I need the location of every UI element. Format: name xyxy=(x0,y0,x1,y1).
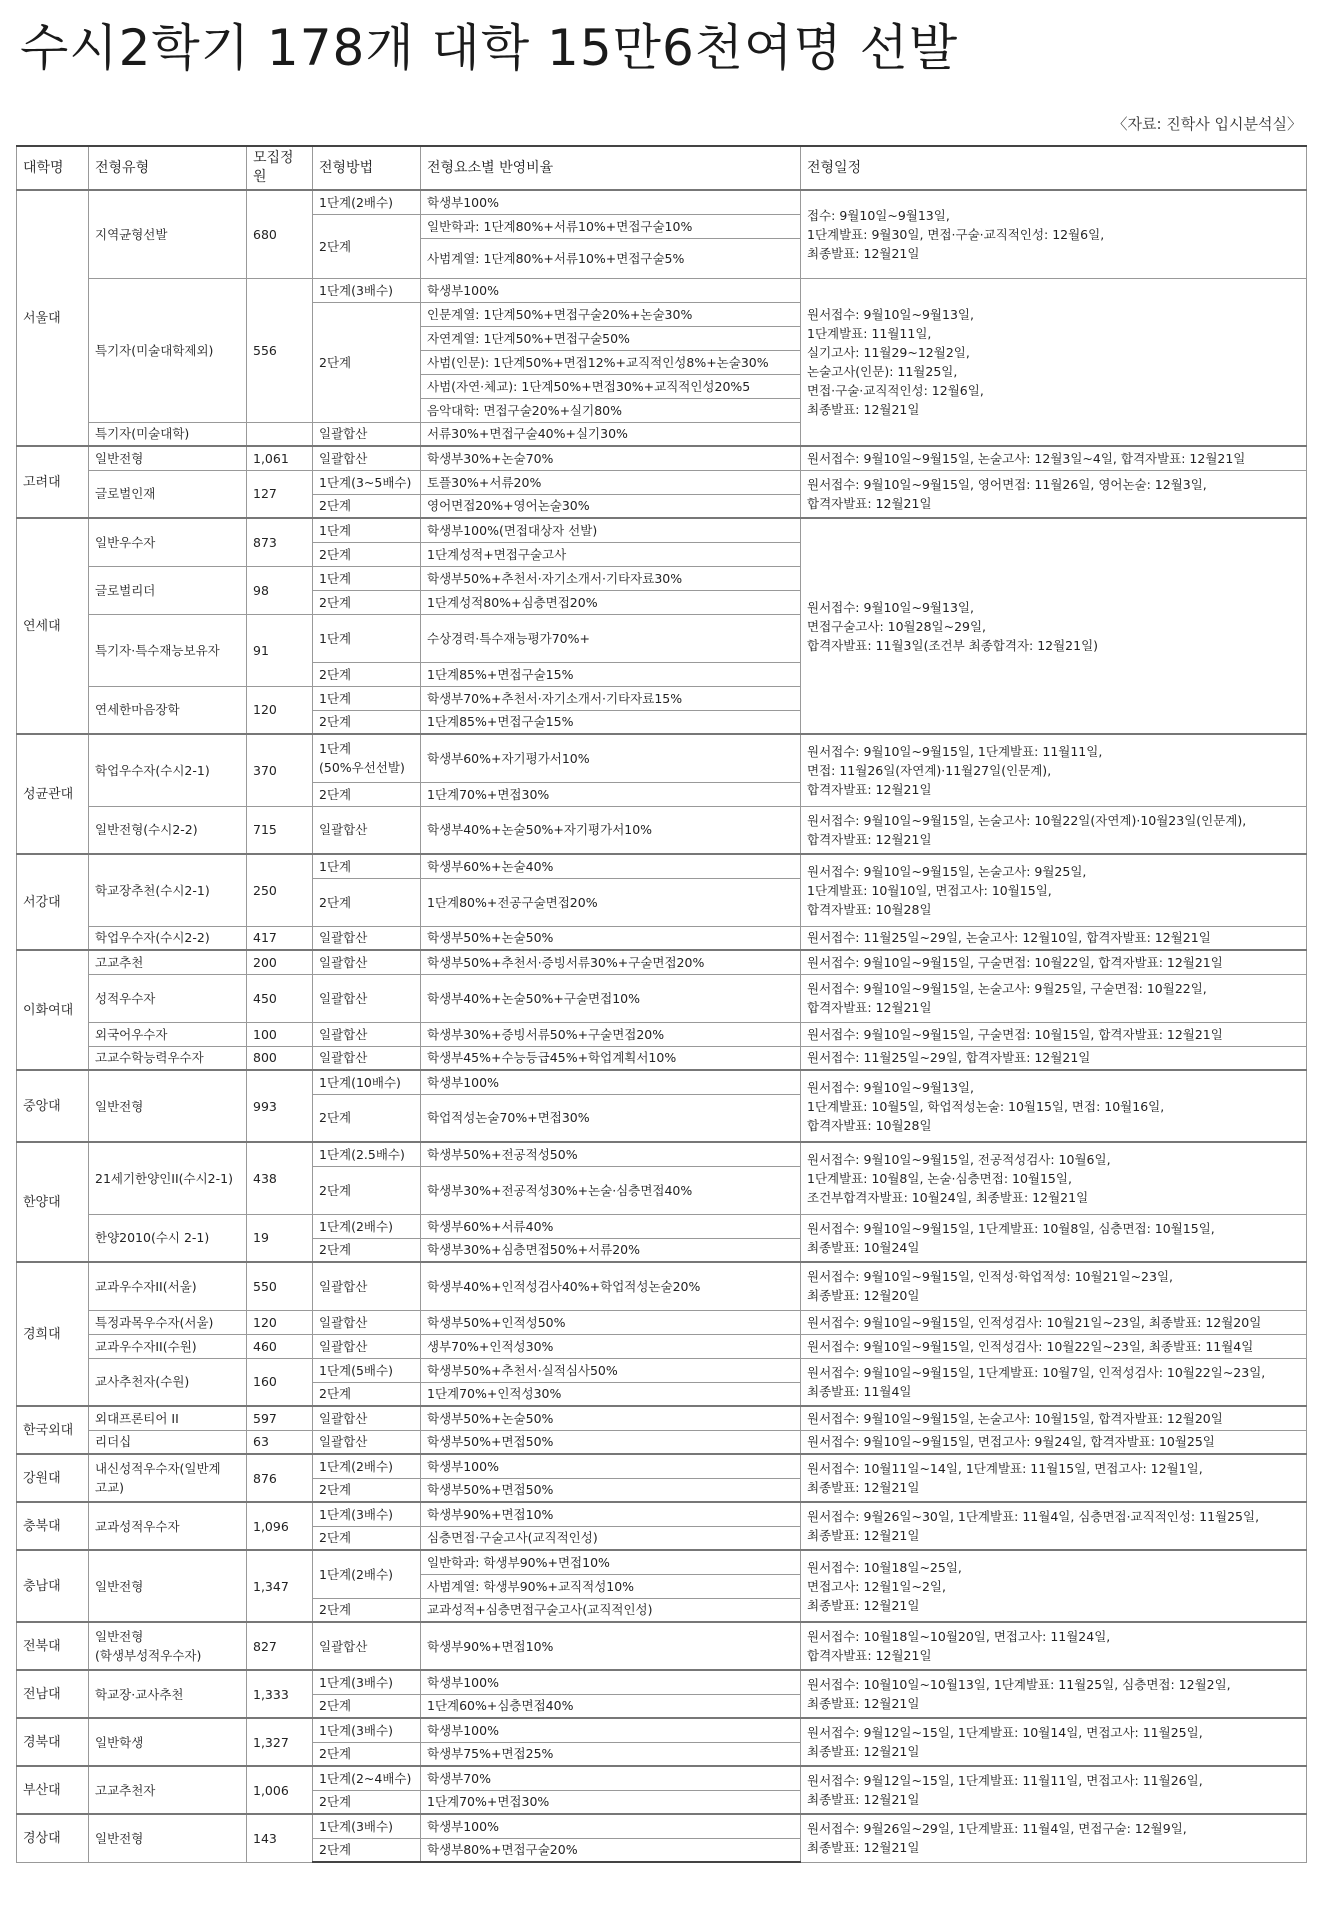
header-schedule: 전형일정 xyxy=(801,146,1307,190)
table-cell: 일괄합산 xyxy=(313,446,421,470)
table-cell: 143 xyxy=(247,1814,313,1862)
table-cell: 1단계(5배수) xyxy=(313,1358,421,1382)
table-cell: 1단계70%+면접30% xyxy=(421,1790,801,1814)
table-cell: 학생부50%+논술50% xyxy=(421,1406,801,1430)
table-cell: 873 xyxy=(247,518,313,566)
table-cell: 수상경력·특수재능평가70%+ xyxy=(421,614,801,662)
table-cell: 597 xyxy=(247,1406,313,1430)
table-cell: 2단계 xyxy=(313,1238,421,1262)
header-ratio: 전형요소별 반영비율 xyxy=(421,146,801,190)
header-university: 대학명 xyxy=(17,146,89,190)
table-cell: 1단계(2.5배수) xyxy=(313,1142,421,1166)
table-row xyxy=(17,1310,1307,1334)
table-cell: 827 xyxy=(247,1622,313,1670)
table-cell: 2단계 xyxy=(313,782,421,806)
table-cell: 1단계(3배수) xyxy=(313,1718,421,1742)
table-cell: 1단계70%+인적성30% xyxy=(421,1382,801,1406)
table-cell: 학생부40%+논술50%+자기평가서10% xyxy=(421,806,801,854)
table-cell: 외대프론티어 II xyxy=(89,1406,247,1430)
schedule-cell: 원서접수: 10월10일~10월13일, 1단계발표: 11월25일, 심층면접: 12월2일, 최종발표: 12월21일 xyxy=(801,1670,1307,1718)
table-cell: 100 xyxy=(247,1022,313,1046)
table-cell: 370 xyxy=(247,734,313,806)
table-cell: 특기자(미술대학) xyxy=(89,422,247,446)
table-cell: 2단계 xyxy=(313,302,421,422)
schedule-cell: 원서접수: 9월26일~30일, 1단계발표: 11월4일, 심층면접·교직적인성: 11월25일, 최종발표: 12월21일 xyxy=(801,1502,1307,1550)
table-cell: 학생부50%+면접50% xyxy=(421,1430,801,1454)
table-cell: 학생부70%+추천서·자기소개서·기타자료15% xyxy=(421,686,801,710)
table-row xyxy=(17,1502,1307,1526)
table-cell: 1단계(3배수) xyxy=(313,1670,421,1694)
schedule-cell: 원서접수: 9월10일~9월15일, 인적성·학업적성: 10월21일~23일, 최종발표: 12월20일 xyxy=(801,1262,1307,1310)
table-cell: 고교추천자 xyxy=(89,1766,247,1814)
table-cell: 교과성적+심층면접구술고사(교직적인성) xyxy=(421,1598,801,1622)
university-cell: 한국외대 xyxy=(17,1406,89,1454)
table-cell: 1단계 xyxy=(313,686,421,710)
table-cell: 학생부30%+논술70% xyxy=(421,446,801,470)
table-cell: 학생부100% xyxy=(421,1454,801,1478)
table-cell: 일반우수자 xyxy=(89,518,247,566)
schedule-cell: 원서접수: 9월10일~9월15일, 논술고사: 10월22일(자연계)·10월23일(인문계), 합격자발표: 12월21일 xyxy=(801,806,1307,854)
table-cell: 1단계(3배수) xyxy=(313,278,421,302)
table-cell: 사범계열: 1단계80%+서류10%+면접구술5% xyxy=(421,238,801,278)
university-cell: 서울대 xyxy=(17,190,89,446)
table-cell: 고교추천 xyxy=(89,950,247,974)
table-cell: 1단계(3배수) xyxy=(313,1502,421,1526)
table-row xyxy=(17,1550,1307,1574)
table-cell: 1,333 xyxy=(247,1670,313,1718)
table-cell: 2단계 xyxy=(313,1382,421,1406)
schedule-cell: 원서접수: 9월10일~9월15일, 영어면접: 11월26일, 영어논술: 12월3일, 합격자발표: 12월21일 xyxy=(801,470,1307,518)
university-cell: 경북대 xyxy=(17,1718,89,1766)
university-cell: 한양대 xyxy=(17,1142,89,1262)
schedule-cell: 원서접수: 9월10일~9월15일, 인적성검사: 10월21일~23일, 최종발표: 12월20일 xyxy=(801,1310,1307,1334)
table-cell: 학생부40%+논술50%+구술면접10% xyxy=(421,974,801,1022)
table-cell: 1,096 xyxy=(247,1502,313,1550)
table-cell: 1단계80%+전공구술면접20% xyxy=(421,878,801,926)
table-cell: 일괄합산 xyxy=(313,422,421,446)
table-cell: 학생부50%+면접50% xyxy=(421,1478,801,1502)
table-cell: 715 xyxy=(247,806,313,854)
table-cell: 학생부100% xyxy=(421,1718,801,1742)
table-cell: 학생부50%+추천서·실적심사50% xyxy=(421,1358,801,1382)
table-cell: 120 xyxy=(247,1310,313,1334)
table-cell: 학업우수자(수시2-2) xyxy=(89,926,247,950)
table-cell: 일괄합산 xyxy=(313,1310,421,1334)
schedule-cell: 원서접수: 9월10일~9월13일, 면접구술고사: 10월28일~29일, 합격자발표: 11월3일(조건부 최종합격자: 12월21일) xyxy=(801,518,1307,734)
table-cell: 지역균형선발 xyxy=(89,190,247,278)
schedule-cell: 원서접수: 9월26일~29일, 1단계발표: 11월4일, 면접구술: 12월9일, 최종발표: 12월21일 xyxy=(801,1814,1307,1862)
table-row xyxy=(17,190,1307,214)
table-cell: 학생부50%+추천서·자기소개서·기타자료30% xyxy=(421,566,801,590)
university-cell: 전북대 xyxy=(17,1622,89,1670)
table-cell: 사범계열: 학생부90%+교직적성10% xyxy=(421,1574,801,1598)
table-cell: 음악대학: 면접구술20%+실기80% xyxy=(421,398,801,422)
table-cell: 학생부50%+인적성50% xyxy=(421,1310,801,1334)
table-cell: 800 xyxy=(247,1046,313,1070)
table-cell: 1단계85%+면접구술15% xyxy=(421,662,801,686)
table-cell: 2단계 xyxy=(313,590,421,614)
table-cell: 교과우수자II(수원) xyxy=(89,1334,247,1358)
schedule-cell: 원서접수: 9월10일~9월15일, 1단계발표: 11월11일, 면접: 11월26일(자연계)·11월27일(인문계), 합격자발표: 12월21일 xyxy=(801,734,1307,806)
table-row xyxy=(17,1022,1307,1046)
table-cell: 1단계(2~4배수) xyxy=(313,1766,421,1790)
table-cell: 일괄합산 xyxy=(313,1406,421,1430)
table-cell: 2단계 xyxy=(313,214,421,278)
schedule-cell: 원서접수: 9월10일~9월15일, 구술면접: 10월22일, 합격자발표: 12월21일 xyxy=(801,950,1307,974)
table-cell: 학생부90%+면접10% xyxy=(421,1622,801,1670)
table-cell: 1,347 xyxy=(247,1550,313,1622)
schedule-cell: 원서접수: 10월11일~14일, 1단계발표: 11월15일, 면접고사: 12월1일, 최종발표: 12월21일 xyxy=(801,1454,1307,1502)
table-cell: 일반전형 xyxy=(89,1550,247,1622)
table-cell: 1,061 xyxy=(247,446,313,470)
table-row xyxy=(17,806,1307,830)
table-cell: 876 xyxy=(247,1454,313,1502)
table-cell: 일반학생 xyxy=(89,1718,247,1766)
table-cell: 21세기한양인II(수시2-1) xyxy=(89,1142,247,1214)
schedule-cell: 원서접수: 9월10일~9월15일, 논술고사: 10월15일, 합격자발표: 12월20일 xyxy=(801,1406,1307,1430)
table-cell: 교과성적우수자 xyxy=(89,1502,247,1550)
table-cell: 학생부30%+증빙서류50%+구술면접20% xyxy=(421,1022,801,1046)
schedule-cell: 원서접수: 9월10일~9월13일, 1단계발표: 10월5일, 학업적성논술: 10월15일, 면접: 10월16일, 합격자발표: 10월28일 xyxy=(801,1070,1307,1142)
table-cell: 550 xyxy=(247,1262,313,1310)
table-cell: 영어면접20%+영어논술30% xyxy=(421,494,801,518)
table-cell: 학업우수자(수시2-1) xyxy=(89,734,247,806)
table-cell: 심층면접·구술고사(교직적인성) xyxy=(421,1526,801,1550)
table-cell: 1단계85%+면접구술15% xyxy=(421,710,801,734)
table-cell: 학교장·교사추천 xyxy=(89,1670,247,1718)
table-cell: 2단계 xyxy=(313,1742,421,1766)
table-cell: 417 xyxy=(247,926,313,950)
table-cell: 120 xyxy=(247,686,313,734)
table-row xyxy=(17,1262,1307,1286)
table-cell: 2단계 xyxy=(313,1838,421,1862)
table-cell: 일반학과: 1단계80%+서류10%+면접구술10% xyxy=(421,214,801,238)
university-cell: 경상대 xyxy=(17,1814,89,1862)
table-cell: 2단계 xyxy=(313,1094,421,1142)
table-cell: 학생부100%(면접대상자 선발) xyxy=(421,518,801,542)
table-cell: 학생부30%+전공적성30%+논술·심층면접40% xyxy=(421,1166,801,1214)
table-row xyxy=(17,446,1307,470)
schedule-cell: 원서접수: 9월12일~15일, 1단계발표: 10월14일, 면접고사: 11월25일, 최종발표: 12월21일 xyxy=(801,1718,1307,1766)
table-cell: 리더십 xyxy=(89,1430,247,1454)
table-row xyxy=(17,518,1307,542)
table-cell: 1단계성적+면접구술고사 xyxy=(421,542,801,566)
table-cell: 1단계(2배수) xyxy=(313,1214,421,1238)
table-row xyxy=(17,1622,1307,1646)
table-cell: 학생부100% xyxy=(421,1814,801,1838)
table-cell: 2단계 xyxy=(313,1478,421,1502)
university-cell: 성균관대 xyxy=(17,734,89,854)
table-cell: 91 xyxy=(247,614,313,686)
table-cell: 외국어우수자 xyxy=(89,1022,247,1046)
table-row xyxy=(17,1454,1307,1478)
table-cell: 생부70%+인적성30% xyxy=(421,1334,801,1358)
table-cell: 일괄합산 xyxy=(313,974,421,1022)
table-cell: 1,006 xyxy=(247,1766,313,1814)
table-cell: 63 xyxy=(247,1430,313,1454)
table-cell: 127 xyxy=(247,470,313,518)
table-cell: 2단계 xyxy=(313,878,421,926)
university-cell: 강원대 xyxy=(17,1454,89,1502)
table-cell: 학생부70% xyxy=(421,1766,801,1790)
header-type: 전형유형 xyxy=(89,146,247,190)
table-cell: 2단계 xyxy=(313,1790,421,1814)
table-cell: 일반전형 xyxy=(89,446,247,470)
schedule-cell: 원서접수: 9월10일~9월13일, 1단계발표: 11월11일, 실기고사: 11월29~12월2일, 논술고사(인문): 11월25일, 면접·구술·교직적인성: 12월6일, 최종발표: 12월21일 xyxy=(801,278,1307,446)
university-cell: 부산대 xyxy=(17,1766,89,1814)
table-cell: 성적우수자 xyxy=(89,974,247,1022)
table-cell: 2단계 xyxy=(313,662,421,686)
university-cell: 연세대 xyxy=(17,518,89,734)
table-row xyxy=(17,1358,1307,1382)
schedule-cell: 원서접수: 10월18일~10월20일, 면접고사: 11월24일, 합격자발표: 12월21일 xyxy=(801,1622,1307,1670)
table-cell: 고교수학능력우수자 xyxy=(89,1046,247,1070)
table-cell: 학생부30%+심층면접50%+서류20% xyxy=(421,1238,801,1262)
table-cell: 내신성적우수자(일반계 고교) xyxy=(89,1454,247,1502)
schedule-cell: 원서접수: 9월10일~9월15일, 인적성검사: 10월22일~23일, 최종발표: 11월4일 xyxy=(801,1334,1307,1358)
table-row xyxy=(17,1406,1307,1430)
table-cell: 일반전형 (학생부성적우수자) xyxy=(89,1622,247,1670)
table-cell: 일괄합산 xyxy=(313,1046,421,1070)
table-cell: 교사추천자(수원) xyxy=(89,1358,247,1406)
table-cell: 98 xyxy=(247,566,313,614)
schedule-cell: 원서접수: 9월10일~9월15일, 논술고사: 12월3일~4일, 합격자발표: 12월21일 xyxy=(801,446,1307,470)
university-cell: 전남대 xyxy=(17,1670,89,1718)
table-row xyxy=(17,1718,1307,1742)
table-cell: 학생부100% xyxy=(421,190,801,214)
university-cell: 충북대 xyxy=(17,1502,89,1550)
university-cell: 고려대 xyxy=(17,446,89,518)
table-cell: 1단계(2배수) xyxy=(313,1550,421,1598)
table-cell: 1단계 xyxy=(313,614,421,662)
table-cell: 460 xyxy=(247,1334,313,1358)
university-cell: 경희대 xyxy=(17,1262,89,1406)
table-row xyxy=(17,974,1307,998)
table-cell: 학생부50%+추천서·증빙서류30%+구술면접20% xyxy=(421,950,801,974)
header-quota: 모집정원 xyxy=(247,146,313,190)
table-cell: 일괄합산 xyxy=(313,1622,421,1670)
table-cell: 1단계 (50%우선선발) xyxy=(313,734,421,782)
table-cell: 일반전형 xyxy=(89,1070,247,1142)
schedule-cell: 접수: 9월10일~9월13일, 1단계발표: 9월30일, 면접·구술·교직적인성: 12월6일, 최종발표: 12월21일 xyxy=(801,190,1307,278)
schedule-cell: 원서접수: 9월10일~9월15일, 구술면접: 10월15일, 합격자발표: 12월21일 xyxy=(801,1022,1307,1046)
table-cell: 993 xyxy=(247,1070,313,1142)
table-cell: 680 xyxy=(247,190,313,278)
table-cell: 특기자(미술대학제외) xyxy=(89,278,247,422)
university-cell: 이화여대 xyxy=(17,950,89,1070)
table-cell: 일반학과: 학생부90%+면접10% xyxy=(421,1550,801,1574)
table-cell: 학생부80%+면접구술20% xyxy=(421,1838,801,1862)
table-cell: 학생부75%+면접25% xyxy=(421,1742,801,1766)
table-cell: 글로벌인재 xyxy=(89,470,247,518)
table-cell: 438 xyxy=(247,1142,313,1214)
table-cell: 학생부50%+전공적성50% xyxy=(421,1142,801,1166)
table-cell: 1단계(3배수) xyxy=(313,1814,421,1838)
table-cell: 1단계 xyxy=(313,518,421,542)
table-cell: 556 xyxy=(247,278,313,422)
table-cell: 한양2010(수시 2-1) xyxy=(89,1214,247,1262)
table-cell: 1단계70%+면접30% xyxy=(421,782,801,806)
university-cell: 충남대 xyxy=(17,1550,89,1622)
table-cell: 250 xyxy=(247,854,313,926)
table-cell: 1단계(2배수) xyxy=(313,190,421,214)
table-row xyxy=(17,1430,1307,1454)
table-cell: 학생부100% xyxy=(421,278,801,302)
table-cell: 특정과목우수자(서울) xyxy=(89,1310,247,1334)
table-row xyxy=(17,1142,1307,1166)
schedule-cell: 원서접수: 10월18일~25일, 면접고사: 12월1일~2일, 최종발표: 12월21일 xyxy=(801,1550,1307,1622)
source-note: 〈자료: 진학사 입시분석실〉 xyxy=(1112,115,1302,133)
admissions-table xyxy=(16,145,1307,1863)
table-cell: 학생부40%+인적성검사40%+학업적성논술20% xyxy=(421,1262,801,1310)
table-cell: 1단계 xyxy=(313,566,421,590)
table-cell: 2단계 xyxy=(313,542,421,566)
table-cell: 학교장추천(수시2-1) xyxy=(89,854,247,926)
table-cell: 일괄합산 xyxy=(313,806,421,854)
schedule-cell: 원서접수: 11월25일~29일, 논술고사: 12월10일, 합격자발표: 12월21일 xyxy=(801,926,1307,950)
schedule-cell: 원서접수: 9월10일~9월15일, 논술고사: 9월25일, 구술면접: 10월22일, 합격자발표: 12월21일 xyxy=(801,974,1307,1022)
table-cell: 사범(자연·체교): 1단계50%+면접30%+교직적인성20%5 xyxy=(421,374,801,398)
table-cell: 학생부100% xyxy=(421,1070,801,1094)
table-cell: 2단계 xyxy=(313,1694,421,1718)
table-cell: 연세한마음장학 xyxy=(89,686,247,734)
table-row xyxy=(17,734,1307,758)
table-cell: 2단계 xyxy=(313,710,421,734)
table-cell: 일괄합산 xyxy=(313,1262,421,1310)
table-cell: 160 xyxy=(247,1358,313,1406)
table-cell: 일괄합산 xyxy=(313,1334,421,1358)
table-cell: 2단계 xyxy=(313,1598,421,1622)
table-cell: 일괄합산 xyxy=(313,926,421,950)
schedule-cell: 원서접수: 11월25일~29일, 합격자발표: 12월21일 xyxy=(801,1046,1307,1070)
table-cell: 학생부100% xyxy=(421,1670,801,1694)
page-title: 수시2학기 178개 대학 15만6천여명 선발 xyxy=(20,19,959,77)
table-cell: 200 xyxy=(247,950,313,974)
table-cell: 일괄합산 xyxy=(313,1430,421,1454)
header-method: 전형방법 xyxy=(313,146,421,190)
schedule-cell: 원서접수: 9월10일~9월15일, 면접고사: 9월24일, 합격자발표: 10월25일 xyxy=(801,1430,1307,1454)
table-cell: 학생부90%+면접10% xyxy=(421,1502,801,1526)
schedule-cell: 원서접수: 9월10일~9월15일, 1단계발표: 10월7일, 인적성검사: 10월22일~23일, 최종발표: 11월4일 xyxy=(801,1358,1307,1406)
table-cell: 1단계(10배수) xyxy=(313,1070,421,1094)
table-cell: 일괄합산 xyxy=(313,950,421,974)
table-cell xyxy=(247,422,313,446)
table-row xyxy=(17,470,1307,494)
table-row xyxy=(17,1046,1307,1070)
schedule-cell: 원서접수: 9월10일~9월15일, 논술고사: 9월25일, 1단계발표: 10월10일, 면접고사: 10월15일, 합격자발표: 10월28일 xyxy=(801,854,1307,926)
table-cell: 학생부60%+자기평가서10% xyxy=(421,734,801,782)
table-cell: 2단계 xyxy=(313,1526,421,1550)
table-row xyxy=(17,1670,1307,1694)
table-row xyxy=(17,1070,1307,1094)
table-cell: 일반전형 xyxy=(89,1814,247,1862)
university-cell: 중앙대 xyxy=(17,1070,89,1142)
table-cell: 1단계성적80%+심층면접20% xyxy=(421,590,801,614)
table-cell: 학생부60%+서류40% xyxy=(421,1214,801,1238)
table-cell: 학생부50%+논술50% xyxy=(421,926,801,950)
table-row xyxy=(17,1814,1307,1838)
table-cell: 450 xyxy=(247,974,313,1022)
table-cell: 2단계 xyxy=(313,1166,421,1214)
table-row xyxy=(17,1214,1307,1238)
schedule-cell: 원서접수: 9월10일~9월15일, 전공적성검사: 10월6일, 1단계발표: 10월8일, 논술·심층면접: 10월15일, 조건부합격자발표: 10월24일, 최종발표: 12월21일 xyxy=(801,1142,1307,1214)
table-cell: 토플30%+서류20% xyxy=(421,470,801,494)
table-cell: 사범(인문): 1단계50%+면접12%+교직적인성8%+논술30% xyxy=(421,350,801,374)
table-cell: 일반전형(수시2-2) xyxy=(89,806,247,854)
schedule-cell: 원서접수: 9월10일~9월15일, 1단계발표: 10월8일, 심층면접: 10월15일, 최종발표: 10월24일 xyxy=(801,1214,1307,1262)
table-cell: 특기자·특수재능보유자 xyxy=(89,614,247,686)
table-cell: 서류30%+면접구술40%+실기30% xyxy=(421,422,801,446)
table-cell: 1단계(2배수) xyxy=(313,1454,421,1478)
table-cell: 글로벌리더 xyxy=(89,566,247,614)
table-cell: 일괄합산 xyxy=(313,1022,421,1046)
table-cell: 학업적성논술70%+면접30% xyxy=(421,1094,801,1142)
table-cell: 1단계60%+심층면접40% xyxy=(421,1694,801,1718)
table-cell: 1,327 xyxy=(247,1718,313,1766)
table-row xyxy=(17,854,1307,878)
table-cell: 교과우수자II(서울) xyxy=(89,1262,247,1310)
table-cell: 자연계열: 1단계50%+면접구술50% xyxy=(421,326,801,350)
table-row xyxy=(17,1766,1307,1790)
table-row xyxy=(17,278,1307,302)
table-cell: 2단계 xyxy=(313,494,421,518)
table-row xyxy=(17,950,1307,974)
table-row xyxy=(17,1334,1307,1358)
table-cell: 1단계 xyxy=(313,854,421,878)
schedule-cell: 원서접수: 9월12일~15일, 1단계발표: 11월11일, 면접고사: 11월26일, 최종발표: 12월21일 xyxy=(801,1766,1307,1814)
table-row xyxy=(17,926,1307,950)
table-cell: 1단계(3~5배수) xyxy=(313,470,421,494)
table-cell: 학생부60%+논술40% xyxy=(421,854,801,878)
table-header-row xyxy=(17,146,1307,190)
table-cell: 19 xyxy=(247,1214,313,1262)
table-cell: 인문계열: 1단계50%+면접구술20%+논술30% xyxy=(421,302,801,326)
university-cell: 서강대 xyxy=(17,854,89,950)
table-cell: 학생부45%+수능등급45%+학업계획서10% xyxy=(421,1046,801,1070)
